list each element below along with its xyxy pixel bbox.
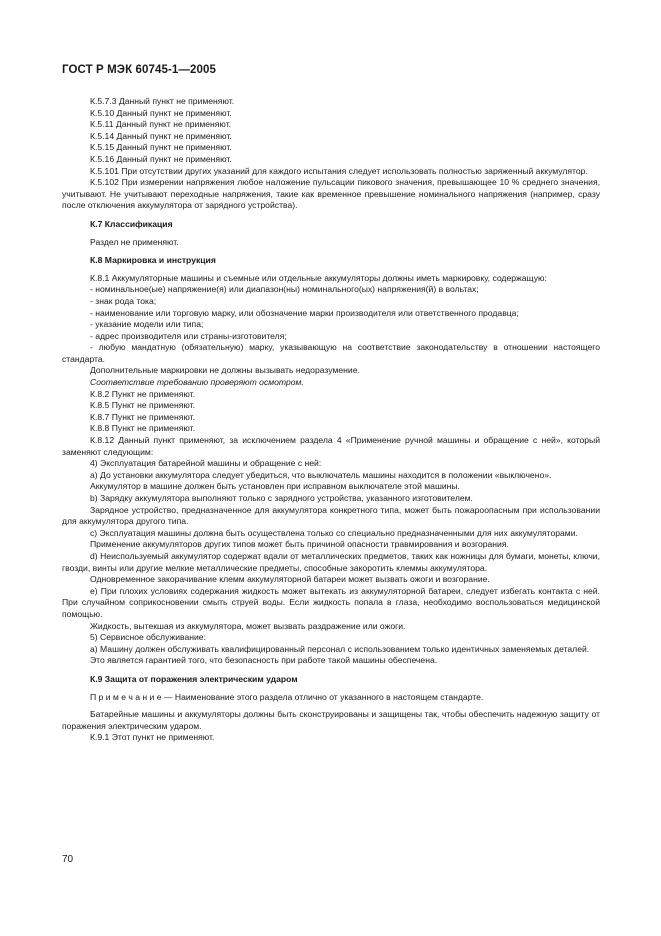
paragraph: К.8.2 Пункт не применяют. (90, 388, 195, 399)
list-item: - адрес производителя или страны-изготовителя; (90, 330, 287, 341)
paragraph: 4) Эксплуатация батарейной машины и обращение с ней: (90, 458, 322, 469)
paragraph: е) При плохих условиях содержания жидкость может вытекать из аккумуляторной батареи, следует избегать контакта с ней. При случайном соприкосновении смыть струей воды. Если жидкость попала в глаза, необходимо воспользоваться медицинской помощью. (62, 585, 600, 619)
list-item: - знак рода тока; (90, 295, 157, 306)
paragraph: Батарейные машины и аккумуляторы должны быть сконструированы и защищены так, чтобы обеспечить надежную защиту от поражения электрическим ударом. (62, 709, 600, 731)
paragraph: с) Эксплуатация машины должна быть осуществлена только со специально предназначенными для них аккумуляторами. (90, 527, 578, 538)
paragraph: К.8.5 Пункт не применяют. (90, 400, 195, 411)
paragraph: Дополнительные маркировки не должны вызывать недоразумение. (90, 365, 360, 376)
section-heading-k7: К.7 Классификация (90, 218, 173, 229)
paragraph: К.8.1 Аккумуляторные машины и съемные или отдельные аккумуляторы должны иметь маркировку, содержащую: (90, 272, 547, 283)
paragraph: Одновременное закорачивание клемм аккумуляторной батареи может вызвать ожоги и возгорание. (90, 574, 490, 585)
paragraph: Жидкость, вытекшая из аккумулятора, может вызвать раздражение или ожоги. (90, 620, 406, 631)
paragraph: b) Зарядку аккумулятора выполняют только с зарядного устройства, указанного изготовителем. (90, 493, 473, 503)
paragraph: К.8.7 Пункт не применяют. (90, 411, 195, 422)
paragraph: d) Неиспользуемый аккумулятор содержат вдали от металлических предметов, таких как ножницы для бумаги, монеты, ключи, гвозди, винты или другие мелкие металлические предметы, способные закоротить клеммы аккумулятора. (62, 550, 600, 573)
paragraph: К.9.1 Этот пункт не применяют. (90, 732, 215, 743)
note: П р и м е ч а н и е — Наименование этого раздела отлично от указанного в настоящем стандарте. (90, 691, 484, 702)
compliance-note: Соответствие требованию проверяют осмотром. (90, 377, 304, 388)
list-item: - указание модели или типа; (90, 319, 204, 330)
list-item: - любую мандатную (обязательную) марку, указывающую на соответствие законодательству в отношении настоящего стандарта. (62, 342, 600, 364)
document-body (62, 96, 600, 744)
paragraph: К.8.8 Пункт не применяют. (90, 423, 195, 434)
list-item: - наименование или торговую марку, или обозначение марки производителя или ответственного продавца; (90, 307, 519, 318)
section-heading-k9: К.9 Защита от поражения электрическим ударом (90, 673, 298, 684)
paragraph: К.5.102 При измерении напряжения любое наложение пульсации пикового значения, превышающее 10 % среднего значения, учитывают. Не учитывают переходные напряжения, такие как временное превышение номинального напряжения (например, сразу после отключения аккумулятора от зарядного устройства). (62, 177, 600, 211)
paragraph: К.5.11 Данный пункт не применяют. (90, 119, 232, 130)
paragraph: Это является гарантией того, что безопасность при работе такой машины обеспечена. (90, 655, 438, 666)
paragraph: К.5.14 Данный пункт не применяют. (90, 130, 232, 141)
page-number: 70 (62, 854, 74, 865)
paragraph: а) До установки аккумулятора следует убедиться, что выключатель машины находится в положении «выключено». (90, 469, 552, 480)
paragraph: Аккумулятор в машине должен быть установлен при исправном выключателе этой машины. (90, 481, 460, 492)
paragraph: К.8.12 Данный пункт применяют, за исключением раздела 4 «Применение ручной машины и обращение с ней», который заменяют следующим: (62, 435, 600, 457)
paragraph: К.5.15 Данный пункт не применяют. (90, 142, 232, 153)
paragraph: К.5.101 При отсутствии других указаний для каждого испытания следует использовать полностью заряженный аккумулятор. (90, 165, 588, 176)
paragraph: 5) Сервисное обслуживание: (90, 632, 206, 643)
paragraph: К.5.16 Данный пункт не применяют. (90, 153, 232, 164)
paragraph: К.5.10 Данный пункт не применяют. (90, 107, 232, 118)
paragraph: Зарядное устройство, предназначенное для аккумулятора конкретного типа, может быть пожароопасным при использовании для аккумулятора другого типа. (62, 504, 600, 527)
paragraph: а) Машину должен обслуживать квалифицированный персонал с использованием только идентичных заменяемых деталей. (90, 643, 590, 654)
section-heading-k8: К.8 Маркировка и инструкция (90, 255, 216, 266)
paragraph: К.5.7.3 Данный пункт не применяют. (90, 96, 235, 106)
paragraph: Применение аккумуляторов других типов может быть причиной опасности травмирования и возгорания. (90, 539, 509, 550)
paragraph: Раздел не применяют. (90, 236, 179, 247)
document-header: ГОСТ Р МЭК 60745-1—2005 (62, 64, 216, 76)
list-item: - номинальное(ые) напряжение(я) или диапазон(ны) номинального(ых) напряжения(й) в вольтах; (90, 284, 479, 295)
